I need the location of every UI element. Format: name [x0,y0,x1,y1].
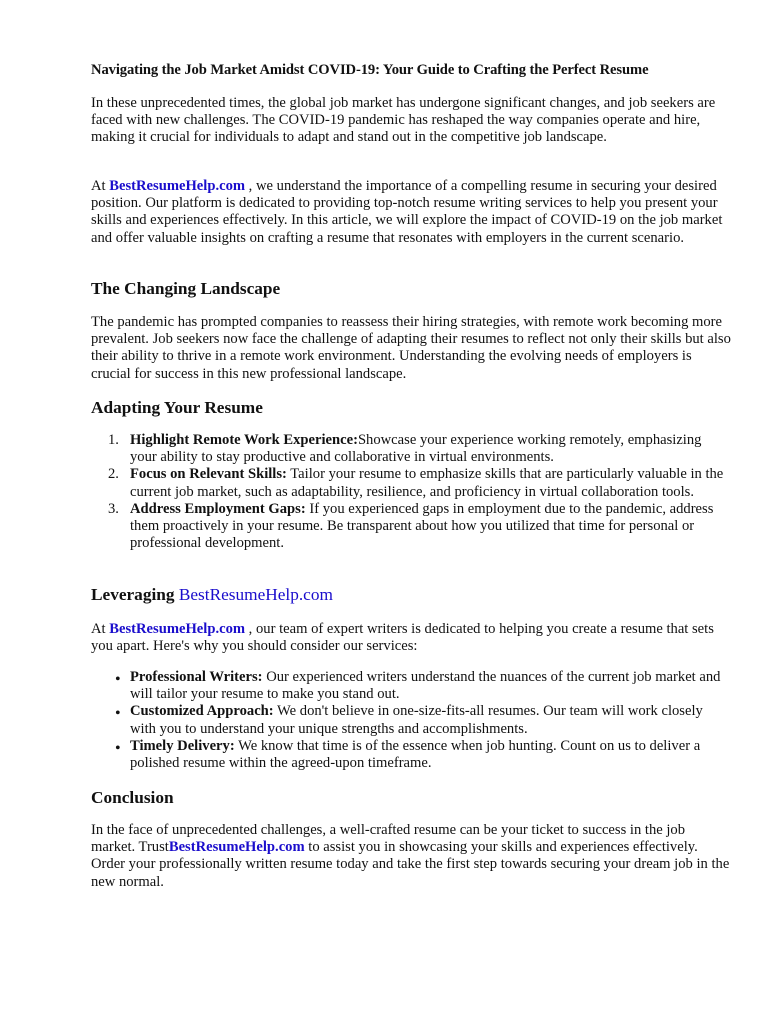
list-item [91,669,731,703]
list-item [91,738,731,772]
bullet-icon: • [115,705,121,723]
leveraging-intro-link[interactable]: BestResumeHelp.com [109,621,246,637]
leveraging-intro-prefix: At [91,621,110,637]
list-term: Focus on Relevant Skills: [130,466,287,483]
conclusion-suffix: to assist you in showcasing your skills and experiences effectively. Order your professionally written resume today and take the first step towards securing your dream job in the new normal. [91,839,730,890]
list-number: 3. [108,500,119,517]
list-item [91,432,731,466]
list-text: Tailor your resume to emphasize skills that are particularly valuable in the current job market, such as adaptability, resilience, and proficiency in virtual collaboration tools. [130,466,724,500]
document-title: Navigating the Job Market Amidst COVID-19: Your Guide to Crafting the Perfect Resume [91,62,649,78]
leveraging-intro-suffix: , our team of expert writers is dedicated to helping you create a resume that sets you apart. Here's why you should consider our services: [91,621,714,655]
leveraging-heading-prefix: Leveraging [91,585,179,604]
conclusion-prefix: In the face of unprecedented challenges, a well-crafted resume can be your ticket to success in the job market. Trust [91,822,686,856]
adapting-heading: Adapting Your Resume [91,398,263,417]
list-text: We don't believe in one-size-fits-all resumes. Our team will work closely with you to understand your unique strengths and accomplishments. [130,703,703,737]
list-term: Customized Approach: [130,703,274,720]
list-term: Timely Delivery: [130,737,235,754]
bullet-icon: • [115,739,121,757]
list-term: Address Employment Gaps: [130,500,306,517]
landscape-paragraph: The pandemic has prompted companies to reassess their hiring strategies, with remote work becoming more prevalent. Job seekers now face the challenge of adapting their resumes to reflect not only their skills but also their ability to thrive in a remote work environment. Understanding the evolving needs of employers is crucial for success in this new professional landscape. [91,314,731,382]
intro-paragraph: In these unprecedented times, the global job market has undergone significant changes, and job seekers are faced with new challenges. The COVID-19 pandemic has reshaped the way companies operate and hire, making it crucial for individuals to adapt and stand out in the competitive job landscape. [91,95,716,146]
list-text: Our experienced writers understand the nuances of the current job market and will tailor your resume to make you stand out. [130,669,721,703]
list-number: 2. [108,466,119,483]
conclusion-paragraph [91,822,731,891]
list-number: 1. [108,432,119,448]
services-list [91,669,731,772]
list-item [91,501,731,553]
list-text: Showcase your experience working remotely, emphasizing your ability to stay productive and collaborative in virtual environments. [130,432,702,466]
leveraging-heading [91,585,333,605]
list-item [91,703,731,737]
list-term: Professional Writers: [130,669,263,685]
conclusion-heading: Conclusion [91,788,174,807]
about-paragraph [91,178,731,247]
about-suffix: , we understand the importance of a compelling resume in securing your desired position. Our platform is dedicated to providing top-notch resume writing services to help you present your skills and experiences effectively. In this article, we will explore the impact of COVID-19 on the job market and offer valuable insights on crafting a resume that resonates with employers in the current scenario. [91,178,723,246]
list-term: Highlight Remote Work Experience: [130,432,358,448]
list-text: We know that time is of the essence when job hunting. Count on us to deliver a polished resume within the agreed-upon timeframe. [130,737,701,772]
about-prefix: At [91,178,110,194]
landscape-heading: The Changing Landscape [91,279,281,298]
about-link[interactable]: BestResumeHelp.com [109,178,246,194]
leveraging-heading-link[interactable]: BestResumeHelp.com [178,585,333,604]
bullet-icon: • [115,671,121,688]
list-item [91,466,731,500]
adapting-list [91,432,731,552]
list-text: If you experienced gaps in employment due to the pandemic, address them proactively in your resume. Be transparent about how you utilized that time for personal or professional development. [130,500,714,552]
leveraging-paragraph [91,621,731,655]
conclusion-link[interactable]: BestResumeHelp.com [168,839,305,856]
